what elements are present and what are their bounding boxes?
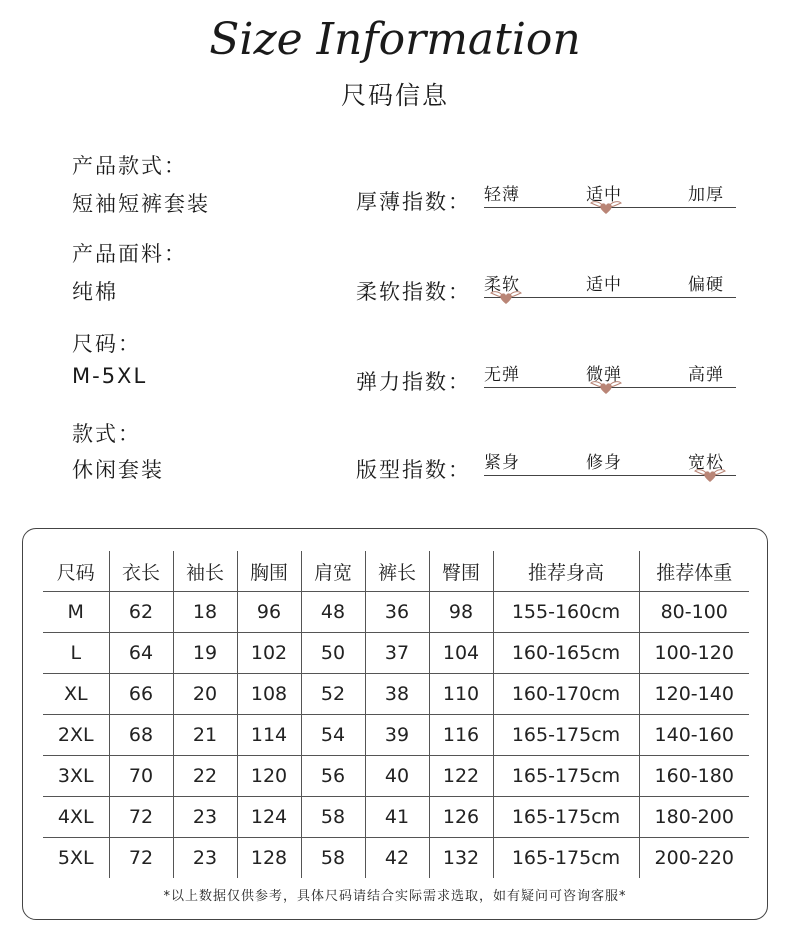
table-row [43, 715, 749, 756]
size-table [43, 551, 749, 878]
table-cell: 19 [173, 633, 237, 674]
size-table-box [22, 528, 768, 920]
column-header: 衣长 [109, 551, 173, 592]
winged-heart-icon [590, 378, 622, 396]
table-cell: 64 [109, 633, 173, 674]
table-cell: 2XL [43, 715, 109, 756]
table-cell: 160-180 [639, 756, 749, 797]
table-cell: 200-220 [639, 838, 749, 879]
table-cell: M [43, 592, 109, 633]
info-value-type: 休闲套装 [72, 458, 164, 482]
table-cell: 110 [429, 674, 493, 715]
table-cell: 37 [365, 633, 429, 674]
table-cell: 122 [429, 756, 493, 797]
title-script: Size Information [209, 14, 581, 65]
table-cell: 108 [237, 674, 301, 715]
table-cell: 23 [173, 838, 237, 879]
table-cell: 96 [237, 592, 301, 633]
table-cell: 68 [109, 715, 173, 756]
table-cell: 52 [301, 674, 365, 715]
scale-option: 适中 [586, 185, 622, 205]
info-label-type: 款式： [72, 422, 141, 446]
index-scale-elasticity [484, 360, 736, 400]
index-scale-fit [484, 448, 736, 488]
table-cell: 126 [429, 797, 493, 838]
scale-option: 轻薄 [484, 185, 520, 205]
index-label-thickness: 厚薄指数： [356, 190, 471, 214]
table-cell: 180-200 [639, 797, 749, 838]
index-scale-thickness [484, 180, 736, 220]
scale-option: 偏硬 [688, 275, 724, 295]
table-cell: 165-175cm [493, 756, 639, 797]
table-cell: 23 [173, 797, 237, 838]
table-cell: 70 [109, 756, 173, 797]
table-cell: 165-175cm [493, 715, 639, 756]
table-cell: 80-100 [639, 592, 749, 633]
scale-option: 微弹 [586, 365, 622, 385]
table-row [43, 797, 749, 838]
table-row [43, 592, 749, 633]
index-label-elasticity: 弹力指数： [356, 370, 471, 394]
table-cell: 36 [365, 592, 429, 633]
table-cell: 40 [365, 756, 429, 797]
table-cell: 39 [365, 715, 429, 756]
table-cell: 50 [301, 633, 365, 674]
table-cell: 38 [365, 674, 429, 715]
table-cell: 165-175cm [493, 797, 639, 838]
column-header: 肩宽 [301, 551, 365, 592]
page-title: 尺码信息 [340, 81, 449, 110]
scale-option: 修身 [586, 453, 622, 473]
table-cell: 58 [301, 838, 365, 879]
info-value-style: 短袖短裤套装 [72, 192, 210, 216]
winged-heart-icon [490, 288, 522, 306]
table-cell: XL [43, 674, 109, 715]
table-cell: 128 [237, 838, 301, 879]
scale-option: 宽松 [688, 453, 724, 473]
info-label-size: 尺码： [72, 332, 141, 356]
table-cell: 160-170cm [493, 674, 639, 715]
info-value-size: M-5XL [72, 364, 148, 388]
scale-option: 无弹 [484, 365, 520, 385]
table-cell: 48 [301, 592, 365, 633]
winged-heart-icon [590, 198, 622, 216]
table-cell: 140-160 [639, 715, 749, 756]
info-value-fabric: 纯棉 [72, 280, 118, 304]
table-cell: 42 [365, 838, 429, 879]
column-header: 推荐身高 [493, 551, 639, 592]
winged-heart-icon [694, 466, 726, 484]
table-row [43, 633, 749, 674]
table-cell: 124 [237, 797, 301, 838]
scale-option: 柔软 [484, 275, 520, 295]
scale-option: 适中 [586, 275, 622, 295]
table-cell: 72 [109, 838, 173, 879]
table-cell: 120-140 [639, 674, 749, 715]
table-cell: 165-175cm [493, 838, 639, 879]
table-cell: 66 [109, 674, 173, 715]
index-label-softness: 柔软指数： [356, 280, 471, 304]
table-cell: 104 [429, 633, 493, 674]
table-cell: 41 [365, 797, 429, 838]
table-cell: 20 [173, 674, 237, 715]
table-cell: 160-165cm [493, 633, 639, 674]
table-cell: 102 [237, 633, 301, 674]
table-cell: 56 [301, 756, 365, 797]
table-cell: 114 [237, 715, 301, 756]
column-header: 尺码 [43, 551, 109, 592]
scale-option: 紧身 [484, 453, 520, 473]
table-cell: 5XL [57, 847, 94, 869]
table-cell: 22 [173, 756, 237, 797]
table-row [43, 756, 749, 797]
table-cell: 120 [237, 756, 301, 797]
table-row [43, 838, 749, 879]
table-cell: 72 [109, 797, 173, 838]
column-header: 推荐体重 [639, 551, 749, 592]
table-cell: 4XL [43, 797, 109, 838]
table-header-row [43, 551, 749, 592]
info-label-fabric: 产品面料： [72, 242, 187, 266]
disclaimer-note: *以上数据仅供参考，具体尺码请结合实际需求选取，如有疑问可咨询客服* [163, 889, 627, 904]
table-row [43, 674, 749, 715]
info-label-style: 产品款式： [72, 154, 187, 178]
scale-option: 加厚 [688, 185, 724, 205]
scale-option: 高弹 [688, 365, 724, 385]
table-cell: 21 [173, 715, 237, 756]
table-cell: 155-160cm [493, 592, 639, 633]
table-cell: 18 [173, 592, 237, 633]
column-header: 袖长 [173, 551, 237, 592]
column-header: 裤长 [365, 551, 429, 592]
table-cell: 132 [429, 838, 493, 879]
table-cell: 54 [301, 715, 365, 756]
index-label-fit: 版型指数： [356, 458, 471, 482]
table-cell: 100-120 [639, 633, 749, 674]
index-scale-softness [484, 270, 736, 310]
table-cell: 62 [109, 592, 173, 633]
table-cell: 98 [429, 592, 493, 633]
column-header: 胸围 [237, 551, 301, 592]
table-cell: L [43, 633, 109, 674]
table-cell: 3XL [43, 756, 109, 797]
table-cell: 116 [429, 715, 493, 756]
column-header: 臀围 [429, 551, 493, 592]
table-cell: 58 [301, 797, 365, 838]
